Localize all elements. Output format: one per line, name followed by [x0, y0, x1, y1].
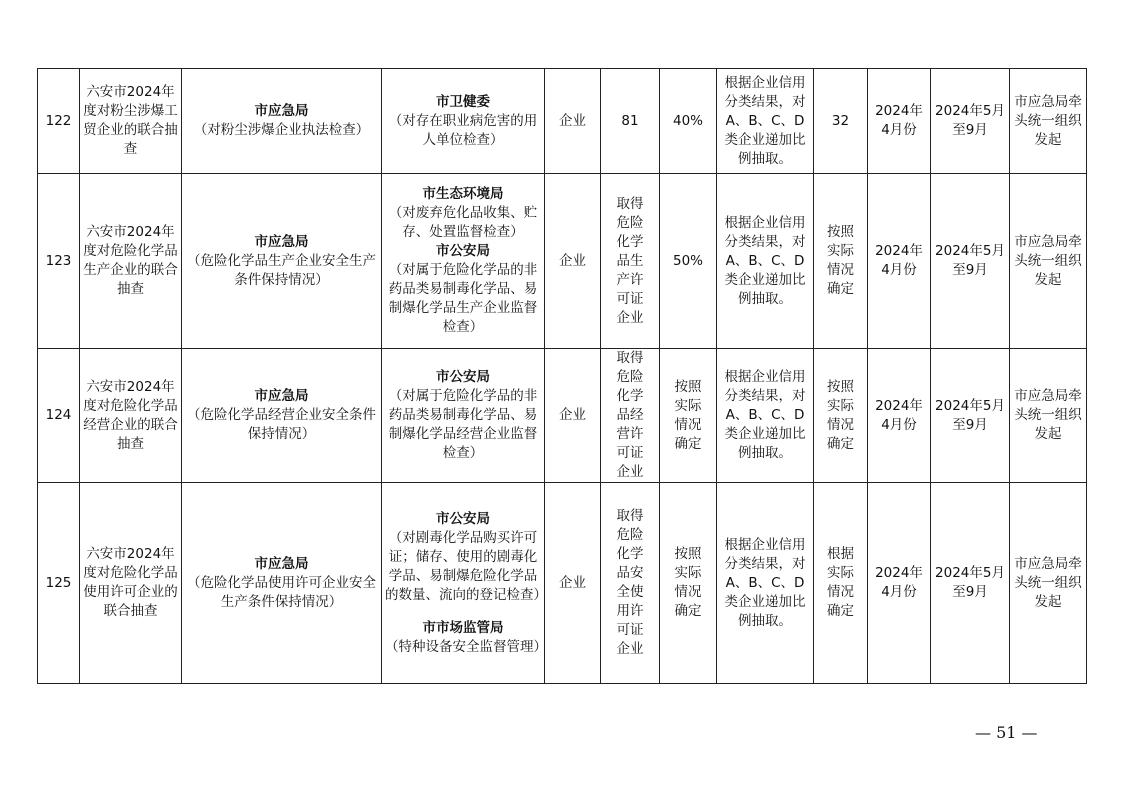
coop-description: （对剧毒化学品购买许可证；储存、使用的剧毒化学品、易制爆危险化学品的数量、流向的登记检查）	[385, 529, 547, 603]
task-name: 六安市2024年度对危险化学品使用许可企业的联合抽查	[80, 483, 182, 684]
coop-department: 市公安局	[436, 510, 490, 527]
remark: 市应急局牵头统一组织发起	[1010, 349, 1087, 483]
coop-department: 市卫健委	[436, 93, 490, 110]
lead-department-cell	[182, 483, 382, 684]
sampling-method: 根据企业信用分类结果，对A、B、C、D类企业递加比例抽取。	[717, 174, 814, 349]
sampling-quantity: 32	[814, 69, 868, 174]
cooperating-departments-cell	[382, 174, 545, 349]
coop-department: 市生态环境局	[422, 186, 504, 202]
inspection-period: 2024年5月至9月	[931, 349, 1010, 483]
lead-description: （对粉尘涉爆企业执法检查）	[193, 122, 370, 138]
lead-description: （危险化学品使用许可企业安全生产条件保持情况）	[187, 574, 376, 610]
joint-inspection-table	[37, 68, 1087, 684]
coop-description: （对存在职业病危害的用人单位检查）	[388, 112, 538, 148]
row-number: 124	[38, 349, 80, 483]
table-row	[38, 349, 1087, 483]
inspection-period: 2024年5月至9月	[931, 483, 1010, 684]
remark: 市应急局牵头统一组织发起	[1010, 174, 1087, 349]
sampling-ratio: 50%	[660, 174, 717, 349]
coop-department: 市市场监管局	[422, 619, 504, 636]
lead-department-cell	[182, 349, 382, 483]
inspection-object: 企业	[545, 174, 601, 349]
object-count: 取得危险化学品生产许可证企业	[601, 174, 660, 349]
sampling-method: 根据企业信用分类结果，对A、B、C、D类企业递加比例抽取。	[717, 69, 814, 174]
coop-department: 市公安局	[436, 369, 490, 385]
sampling-method: 根据企业信用分类结果，对A、B、C、D类企业递加比例抽取。	[717, 483, 814, 684]
object-count: 取得危险化学品经营许可证企业	[601, 349, 660, 483]
lead-description: （危险化学品生产企业安全生产条件保持情况）	[187, 252, 376, 288]
table-row	[38, 174, 1087, 349]
task-name: 六安市2024年度对危险化学品经营企业的联合抽查	[80, 349, 182, 483]
sampling-ratio: 按照实际情况确定	[660, 483, 717, 684]
lead-description: （危险化学品经营企业安全条件保持情况）	[187, 407, 376, 442]
table-row	[38, 69, 1087, 174]
object-count: 取得危险化学品安全使用许可证企业	[601, 483, 660, 684]
cooperating-departments-cell	[382, 69, 545, 174]
row-number: 123	[38, 174, 80, 349]
lead-department-cell	[182, 69, 382, 174]
sampling-quantity: 按照实际情况确定	[814, 174, 868, 349]
lead-department: 市应急局	[254, 103, 309, 119]
lead-department: 市应急局	[254, 388, 309, 404]
sampling-quantity: 按照实际情况确定	[814, 349, 868, 483]
remark: 市应急局牵头统一组织发起	[1010, 69, 1087, 174]
coop-description: （特种设备安全监督管理）	[385, 638, 547, 655]
start-time: 2024年4月份	[868, 69, 931, 174]
coop-description: （对属于危险化学品的非药品类易制毒化学品、易制爆化学品生产企业监督检查）	[388, 262, 538, 335]
task-name: 六安市2024年度对危险化学品生产企业的联合抽查	[80, 174, 182, 349]
inspection-period: 2024年5月至9月	[931, 174, 1010, 349]
spacer	[385, 605, 541, 619]
start-time: 2024年4月份	[868, 483, 931, 684]
start-time: 2024年4月份	[868, 174, 931, 349]
row-number: 122	[38, 69, 80, 174]
inspection-object: 企业	[545, 69, 601, 174]
page-number: — 51 —	[975, 723, 1038, 742]
object-count: 81	[601, 69, 660, 174]
inspection-object: 企业	[545, 483, 601, 684]
lead-department: 市应急局	[254, 233, 309, 250]
lead-department: 市应急局	[254, 555, 309, 572]
cooperating-departments-cell	[382, 349, 545, 483]
sampling-method: 根据企业信用分类结果，对A、B、C、D类企业递加比例抽取。	[717, 349, 814, 483]
sampling-ratio: 40%	[660, 69, 717, 174]
coop-department: 市公安局	[436, 243, 490, 259]
lead-department-cell	[182, 174, 382, 349]
task-name: 六安市2024年度对粉尘涉爆工贸企业的联合抽查	[80, 69, 182, 174]
table-row	[38, 483, 1087, 684]
inspection-object: 企业	[545, 349, 601, 483]
cooperating-departments-cell	[382, 483, 545, 684]
coop-description: （对属于危险化学品的非药品类易制毒化学品、易制爆化学品经营企业监督检查）	[388, 388, 538, 461]
remark: 市应急局牵头统一组织发起	[1010, 483, 1087, 684]
sampling-ratio: 按照实际情况确定	[660, 349, 717, 483]
start-time: 2024年4月份	[868, 349, 931, 483]
inspection-period: 2024年5月至9月	[931, 69, 1010, 174]
coop-description: （对废弃危化品收集、贮存、处置监督检查）	[388, 205, 538, 240]
sampling-quantity: 根据实际情况确定	[814, 483, 868, 684]
row-number: 125	[38, 483, 80, 684]
